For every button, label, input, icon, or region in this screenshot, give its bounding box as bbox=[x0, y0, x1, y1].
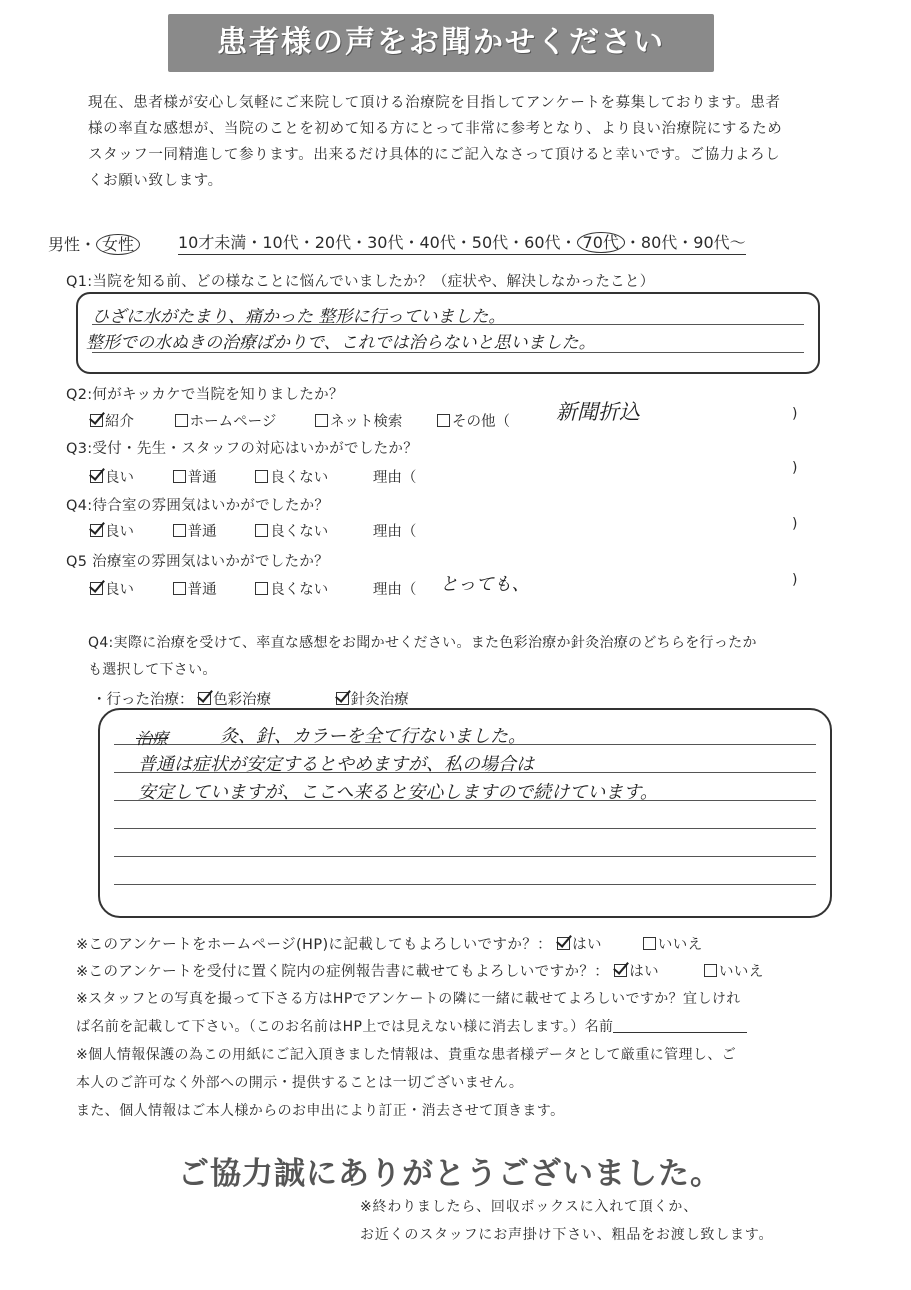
thanks-message: ご協力誠にありがとうございました。 bbox=[178, 1156, 722, 1192]
q5-label: Q5 治療室の雰囲気はいかがでしたか？ bbox=[66, 554, 329, 570]
photo-note-text: ば名前を記載して下さい。（このお名前はHP上では見えない様に消去します。）名前 bbox=[76, 1019, 614, 1035]
consent-hp-no[interactable]: いいえ bbox=[643, 937, 703, 953]
q3-reason-label: 理由（ bbox=[372, 470, 417, 486]
checkbox-checked-icon[interactable] bbox=[614, 964, 627, 977]
q4-opt-bad[interactable]: 良くない bbox=[255, 524, 328, 540]
q6-treatment-select bbox=[92, 688, 409, 709]
q3-opt-good[interactable]: 良い bbox=[90, 470, 134, 486]
checkbox-icon[interactable] bbox=[437, 414, 450, 427]
checkbox-checked-icon[interactable] bbox=[90, 582, 103, 595]
q6-struck-word: 治療 bbox=[136, 729, 169, 748]
intro-line: スタッフ一同精進して参ります。出来るだけ具体的にご記入なさって頂けると幸いです。ご協力よろし bbox=[88, 147, 781, 163]
q3-options bbox=[90, 466, 416, 487]
intro-line: 現在、患者様が安心し気軽にご来院して頂ける治療院を目指してアンケートを募集しております。患者 bbox=[88, 95, 781, 111]
q1-answer-box[interactable] bbox=[76, 292, 820, 374]
q1-label: Q1:当院を知る前、どの様なことに悩んでいましたか？（症状や、解決しなかったこと） bbox=[66, 274, 655, 290]
checkbox-icon[interactable] bbox=[704, 964, 717, 977]
checkbox-icon[interactable] bbox=[643, 937, 656, 950]
footer-2: お近くのスタッフにお声掛け下さい、粗品をお渡し致します。 bbox=[360, 1227, 774, 1243]
page-title: 患者様の声をお聞かせください bbox=[217, 25, 665, 60]
answer-line bbox=[114, 884, 816, 885]
age-select bbox=[178, 230, 746, 255]
q1-answer-1: ひざに水がたまり、痛かった 整形に行っていました。 bbox=[92, 307, 506, 327]
q4-opt-normal[interactable]: 普通 bbox=[173, 524, 217, 540]
q6-answer-2: 普通は症状が安定するとやめますが、私の場合は bbox=[138, 754, 534, 775]
q2-opt-other[interactable]: その他（ bbox=[437, 414, 510, 430]
q6-answer-box[interactable] bbox=[98, 708, 832, 918]
q4-reason-label: 理由（ bbox=[372, 524, 417, 540]
q5-opt-good[interactable]: 良い bbox=[90, 582, 134, 598]
q2-other-answer: 新聞折込 bbox=[556, 400, 640, 424]
q6-label-2: も選択して下さい。 bbox=[88, 662, 217, 678]
q2-opt-net[interactable]: ネット検索 bbox=[315, 414, 403, 430]
name-field[interactable] bbox=[613, 1018, 747, 1033]
consent-hp bbox=[76, 933, 703, 954]
q5-close-paren: ) bbox=[792, 572, 798, 588]
consent-report-text: ※このアンケートを受付に置く院内の症例報告書に載せてもよろしいですか？： bbox=[76, 964, 610, 980]
checkbox-checked-icon[interactable] bbox=[90, 524, 103, 537]
q2-options bbox=[90, 410, 510, 431]
checkbox-icon[interactable] bbox=[173, 524, 186, 537]
answer-line bbox=[114, 856, 816, 857]
privacy-2: 本人のご許可なく外部への開示・提供することは一切ございません。 bbox=[76, 1075, 524, 1091]
q4-options bbox=[90, 520, 416, 541]
q5-opt-bad[interactable]: 良くない bbox=[255, 582, 328, 598]
age-selected[interactable]: 70代 bbox=[577, 232, 625, 253]
q2-opt-homepage[interactable]: ホームページ bbox=[175, 414, 277, 430]
checkbox-icon[interactable] bbox=[255, 582, 268, 595]
q3-label: Q3:受付・先生・スタッフの対応はいかがでしたか？ bbox=[66, 441, 419, 457]
checkbox-checked-icon[interactable] bbox=[336, 692, 349, 705]
checkbox-icon[interactable] bbox=[173, 582, 186, 595]
q5-opt-normal[interactable]: 普通 bbox=[173, 582, 217, 598]
consent-hp-yes[interactable]: はい bbox=[557, 937, 602, 953]
checkbox-icon[interactable] bbox=[175, 414, 188, 427]
q4-label: Q4:待合室の雰囲気はいかがでしたか？ bbox=[66, 498, 330, 514]
q2-close-paren: ) bbox=[792, 406, 798, 422]
checkbox-icon[interactable] bbox=[255, 524, 268, 537]
gender-separator: ・ bbox=[80, 235, 97, 254]
q1-answer-2: 整形での水ぬきの治療ばかりで、これでは治らないと思いました。 bbox=[86, 333, 596, 353]
q6-label-1: Q4:実際に治療を受けて、率直な感想をお聞かせください。また色彩治療か針灸治療のどちらを行ったか bbox=[88, 635, 757, 651]
consent-report-no[interactable]: いいえ bbox=[704, 964, 764, 980]
gender-select bbox=[48, 232, 140, 255]
age-options-before[interactable]: 10才未満・10代・20代・30代・40代・50代・60代・ bbox=[178, 233, 577, 252]
title-banner bbox=[168, 14, 714, 72]
q6-answer-3: 安定していますが、ここへ来ると安心しますので続けています。 bbox=[138, 782, 658, 803]
q6-answer-1: 灸、針、カラーを全て行ないました。 bbox=[220, 726, 526, 747]
gender-female-selected[interactable]: 女性 bbox=[96, 234, 140, 255]
q3-close-paren: ) bbox=[792, 460, 798, 476]
q4-opt-good[interactable]: 良い bbox=[90, 524, 134, 540]
q5-reason-answer: とっても、 bbox=[440, 574, 530, 595]
q4-close-paren: ) bbox=[792, 516, 798, 532]
gender-male[interactable]: 男性 bbox=[48, 235, 81, 254]
checkbox-checked-icon[interactable] bbox=[557, 937, 570, 950]
q2-label: Q2:何がキッカケで当院を知りましたか？ bbox=[66, 387, 344, 403]
consent-hp-text: ※このアンケートをホームページ(HP)に記載してもよろしいですか？： bbox=[76, 937, 553, 953]
intro-line: くお願い致します。 bbox=[88, 173, 223, 189]
q2-opt-intro[interactable]: 紹介 bbox=[90, 414, 134, 430]
checkbox-checked-icon[interactable] bbox=[90, 414, 103, 427]
checkbox-icon[interactable] bbox=[173, 470, 186, 483]
checkbox-checked-icon[interactable] bbox=[90, 470, 103, 483]
intro-line: 様の率直な感想が、当院のことを初めて知る方にとって非常に参考となり、より良い治療院にするため bbox=[88, 121, 783, 137]
q5-reason-label: 理由（ bbox=[372, 582, 417, 598]
treat-opt-acupuncture[interactable]: 針灸治療 bbox=[336, 692, 409, 708]
checkbox-icon[interactable] bbox=[255, 470, 268, 483]
privacy-1: ※個人情報保護の為この用紙にご記入頂きました情報は、貴重な患者様データとして厳重に管理し、ご bbox=[76, 1047, 737, 1063]
privacy-3: また、個人情報はご本人様からのお申出により訂正・消去させて頂きます。 bbox=[76, 1103, 565, 1119]
checkbox-checked-icon[interactable] bbox=[198, 692, 211, 705]
consent-report bbox=[76, 960, 764, 981]
footer-1: ※終わりましたら、回収ボックスに入れて頂くか、 bbox=[360, 1199, 698, 1215]
treat-opt-color[interactable]: 色彩治療 bbox=[198, 692, 271, 708]
age-options-after[interactable]: ・80代・90代～ bbox=[624, 233, 746, 252]
intro-text bbox=[88, 90, 828, 194]
q5-options bbox=[90, 578, 416, 599]
answer-line bbox=[114, 828, 816, 829]
q3-opt-normal[interactable]: 普通 bbox=[173, 470, 217, 486]
q3-opt-bad[interactable]: 良くない bbox=[255, 470, 328, 486]
consent-report-yes[interactable]: はい bbox=[614, 964, 659, 980]
treatment-label: ・行った治療： bbox=[92, 692, 194, 708]
photo-note-1: ※スタッフとの写真を撮って下さる方はHPでアンケートの隣に一緒に載せてよろしいですか？宜しけれ bbox=[76, 991, 741, 1007]
photo-note-2 bbox=[76, 1016, 747, 1036]
checkbox-icon[interactable] bbox=[315, 414, 328, 427]
